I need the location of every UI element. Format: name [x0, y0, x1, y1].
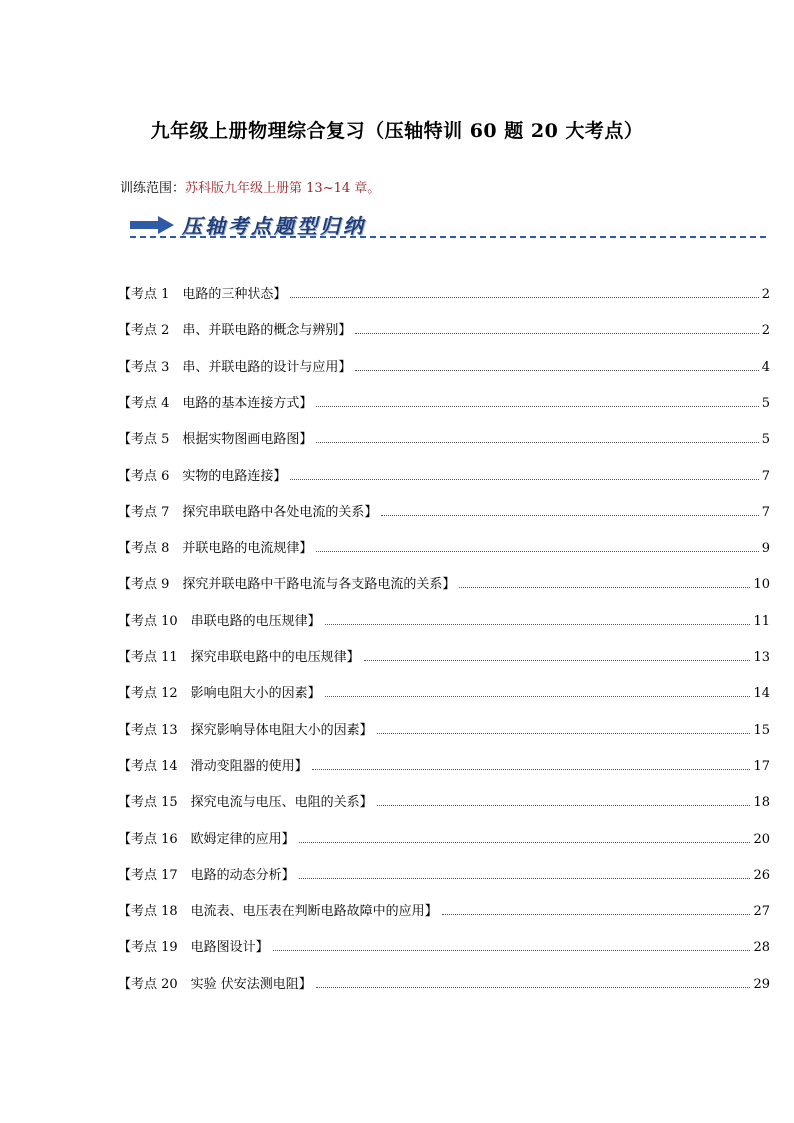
toc-entry-title: 【考点 17 电路的动态分析】 [118, 867, 295, 883]
toc-dot-leader [459, 587, 750, 588]
toc-dot-leader [364, 660, 751, 661]
toc-entry-page: 29 [753, 976, 770, 992]
toc-entry[interactable] [118, 754, 770, 774]
toc-entry[interactable] [118, 899, 770, 919]
toc-dot-leader [290, 297, 758, 298]
banner-divider [130, 236, 766, 238]
toc-entry-title: 【考点 1 电路的三种状态】 [118, 287, 287, 302]
toc-entry[interactable] [118, 282, 770, 302]
toc-entry-title: 【考点 14 滑动变阻器的使用】 [118, 758, 308, 774]
toc-dot-leader [377, 805, 751, 806]
toc-entry-title: 【考点 7 探究串联电路中各处电流的关系】 [118, 504, 378, 520]
toc-entry[interactable] [118, 935, 770, 955]
toc-entry-page: 17 [753, 758, 770, 774]
toc-entry-title: 【考点 4 电路的基本连接方式】 [118, 395, 313, 411]
toc-entry[interactable] [118, 391, 770, 411]
toc-entry-title: 【考点 6 实物的电路连接】 [118, 468, 287, 484]
toc-entry[interactable] [118, 972, 770, 992]
toc-entry-title: 【考点 12 影响电阻大小的因素】 [118, 686, 321, 702]
toc-entry-title: 【考点 5 根据实物图画电路图】 [118, 432, 313, 448]
toc-entry-title: 【考点 10 串联电路的电压规律】 [118, 613, 321, 629]
toc-entry[interactable] [118, 827, 770, 847]
toc-entry-page: 7 [761, 504, 770, 520]
toc-dot-leader [299, 878, 751, 879]
toc-entry-page: 4 [761, 359, 770, 375]
toc-entry-page: 2 [761, 323, 770, 339]
toc-dot-leader [377, 733, 751, 734]
toc-dot-leader [316, 442, 758, 443]
toc-entry[interactable] [118, 355, 770, 375]
toc-entry-page: 5 [761, 395, 770, 411]
toc-entry-page: 7 [761, 468, 770, 484]
toc-entry[interactable] [118, 536, 770, 556]
toc-entry-title: 【考点 16 欧姆定律的应用】 [118, 831, 295, 847]
toc-entry-page: 14 [753, 686, 770, 702]
toc-entry-title: 【考点 11 探究串联电路中的电压规律】 [118, 650, 360, 665]
toc-entry-title: 【考点 3 串、并联电路的设计与应用】 [118, 359, 352, 375]
toc-entry[interactable] [118, 645, 770, 665]
toc-entry-page: 20 [753, 831, 770, 847]
toc-entry-title: 【考点 18 电流表、电压表在判断电路故障中的应用】 [118, 904, 438, 920]
toc-dot-leader [299, 842, 751, 843]
toc-entry-title: 【考点 19 电路图设计】 [118, 940, 269, 956]
toc-dot-leader [312, 769, 751, 770]
toc-entry-page: 18 [753, 795, 770, 811]
section-banner [130, 208, 766, 242]
toc-entry[interactable] [118, 464, 770, 484]
toc-entry-title: 【考点 13 探究影响导体电阻大小的因素】 [118, 722, 373, 738]
section-banner-title: 压轴考点题型归纳 [182, 214, 366, 238]
toc-entry-page: 5 [761, 432, 770, 448]
toc-dot-leader [316, 406, 758, 407]
toc-entry-page: 28 [753, 940, 770, 956]
toc-entry-page: 13 [753, 650, 770, 665]
toc-entry[interactable] [118, 790, 770, 810]
toc-entry-title: 【考点 9 探究并联电路中干路电流与各支路电流的关系】 [118, 577, 456, 593]
toc-dot-leader [325, 624, 751, 625]
toc-dot-leader [316, 551, 758, 552]
toc-entry[interactable] [118, 609, 770, 629]
toc-dot-leader [381, 515, 758, 516]
toc-entry-title: 【考点 2 串、并联电路的概念与辨别】 [118, 323, 352, 339]
training-scope-label: 训练范围： [120, 181, 186, 196]
toc-dot-leader [273, 950, 751, 951]
toc-dot-leader [355, 333, 758, 334]
toc-entry-title: 【考点 8 并联电路的电流规律】 [118, 541, 313, 557]
training-scope-value: 苏科版九年级上册第 13~14 章。 [185, 181, 381, 196]
arrow-right-icon [130, 216, 174, 234]
toc-entry-page: 27 [753, 904, 770, 920]
toc-dot-leader [325, 696, 751, 697]
toc-entry-page: 2 [761, 287, 770, 302]
toc-entry[interactable] [118, 427, 770, 447]
toc-entry-page: 26 [753, 867, 770, 883]
toc-dot-leader [355, 370, 758, 371]
toc-dot-leader [316, 987, 751, 988]
training-scope [120, 177, 380, 196]
toc-entry[interactable] [118, 500, 770, 520]
toc-dot-leader [290, 479, 758, 480]
document-title: 九年级上册物理综合复习（压轴特训 60 题 20 大考点） [150, 120, 644, 142]
toc-dot-leader [442, 914, 751, 915]
toc-entry-page: 11 [753, 613, 770, 629]
toc-entry-page: 15 [753, 722, 770, 738]
toc-entry-page: 9 [761, 541, 770, 557]
toc-entry[interactable] [118, 863, 770, 883]
toc-entry-title: 【考点 20 实验 伏安法测电阻】 [118, 976, 312, 992]
toc-entry[interactable] [118, 572, 770, 592]
toc-entry[interactable] [118, 681, 770, 701]
toc-entry[interactable] [118, 318, 770, 338]
toc-entry-page: 10 [753, 577, 770, 593]
toc-entry-title: 【考点 15 探究电流与电压、电阻的关系】 [118, 795, 373, 811]
toc-entry[interactable] [118, 718, 770, 738]
